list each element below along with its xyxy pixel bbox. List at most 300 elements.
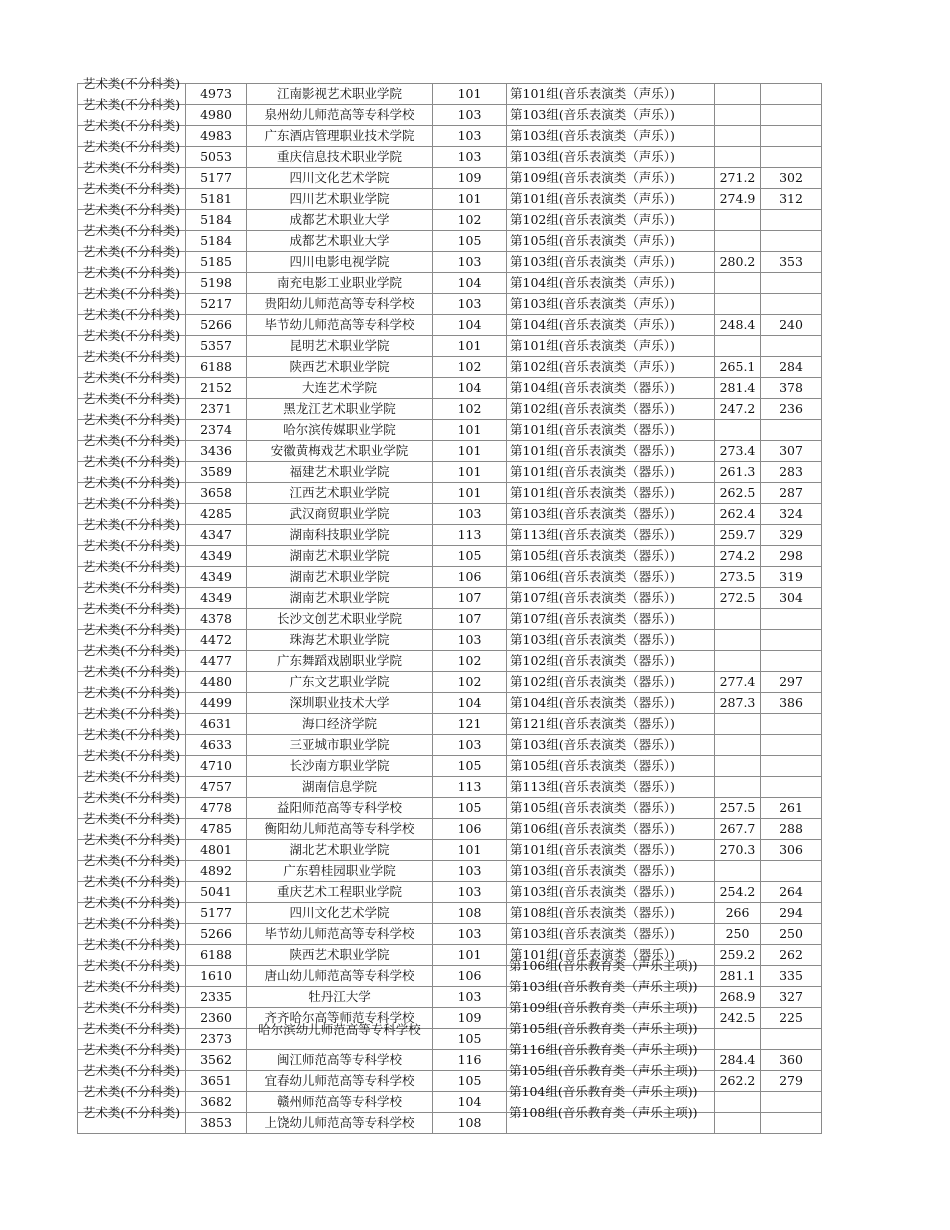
min-score-cell: 273.4 [715, 441, 761, 462]
min-rank-cell: 324 [761, 504, 822, 525]
min-rank-cell: 298 [761, 546, 822, 567]
min-score-cell: 273.5 [715, 567, 761, 588]
category-cell-text: 艺术类(不分科类) [82, 97, 181, 112]
group-name-cell: 第102组(音乐表演类（声乐）) [507, 357, 715, 378]
school-code-cell: 4801 [186, 840, 247, 861]
group-code-cell: 105 [433, 546, 507, 567]
table-row [78, 882, 822, 903]
category-cell-text: 艺术类(不分科类) [82, 916, 181, 931]
school-name-cell: 广东碧桂园职业学院 [247, 861, 433, 882]
group-code-cell: 103 [433, 861, 507, 882]
school-name-cell: 牡丹江大学 [247, 987, 433, 1008]
school-name-cell: 海口经济学院 [247, 714, 433, 735]
group-code-cell: 104 [433, 693, 507, 714]
group-code-cell: 102 [433, 672, 507, 693]
school-name-cell: 江西艺术职业学院 [247, 483, 433, 504]
min-rank-cell [761, 420, 822, 441]
table-row [78, 441, 822, 462]
category-cell-text: 艺术类(不分科类) [82, 601, 181, 616]
category-cell-text: 艺术类(不分科类) [82, 895, 181, 910]
category-cell-text: 艺术类(不分科类) [82, 328, 181, 343]
min-rank-cell [761, 630, 822, 651]
group-code-cell: 103 [433, 735, 507, 756]
min-rank-cell: 279 [761, 1071, 822, 1092]
school-code-cell: 5177 [186, 168, 247, 189]
group-code-cell: 101 [433, 840, 507, 861]
school-name-cell: 广东文艺职业学院 [247, 672, 433, 693]
school-name-cell [247, 1022, 433, 1050]
min-rank-cell: 283 [761, 462, 822, 483]
min-rank-cell: 378 [761, 378, 822, 399]
min-rank-cell: 307 [761, 441, 822, 462]
table-row [78, 420, 822, 441]
group-code-cell: 102 [433, 651, 507, 672]
min-score-cell [715, 651, 761, 672]
school-name-cell: 福建艺术职业学院 [247, 462, 433, 483]
min-rank-cell: 262 [761, 945, 822, 966]
min-rank-cell [761, 294, 822, 315]
school-code-cell: 4757 [186, 777, 247, 798]
min-rank-cell: 304 [761, 588, 822, 609]
group-name-cell: 第101组(音乐表演类（声乐）) [507, 84, 715, 105]
group-name-cell-text: 第105组(音乐教育类（声乐主项)) [509, 1063, 698, 1078]
category-cell-text: 艺术类(不分科类) [82, 391, 181, 406]
table-row [78, 357, 822, 378]
group-name-cell: 第101组(音乐表演类（器乐）) [507, 441, 715, 462]
min-score-cell: 250 [715, 924, 761, 945]
category-cell-text: 艺术类(不分科类) [82, 580, 181, 595]
min-rank-cell: 327 [761, 987, 822, 1008]
group-code-cell: 109 [433, 1008, 507, 1029]
table-row [78, 630, 822, 651]
group-name-cell: 第101组(音乐表演类（声乐）) [507, 336, 715, 357]
table-row [78, 126, 822, 147]
school-code-cell: 4347 [186, 525, 247, 546]
min-score-cell: 270.3 [715, 840, 761, 861]
school-name-cell: 闽江师范高等专科学校 [247, 1050, 433, 1071]
school-code-cell: 4778 [186, 798, 247, 819]
school-name-cell: 泉州幼儿师范高等专科学校 [247, 105, 433, 126]
min-rank-cell: 288 [761, 819, 822, 840]
category-cell-text: 艺术类(不分科类) [82, 118, 181, 133]
group-code-cell: 106 [433, 966, 507, 987]
group-name-cell: 第101组(音乐表演类（器乐）) [507, 840, 715, 861]
min-rank-cell: 261 [761, 798, 822, 819]
min-score-cell: 287.3 [715, 693, 761, 714]
school-name-cell: 南充电影工业职业学院 [247, 273, 433, 294]
min-score-cell [715, 1029, 761, 1050]
school-code-cell: 4349 [186, 567, 247, 588]
school-code-cell: 2371 [186, 399, 247, 420]
group-name-cell: 第107组(音乐表演类（器乐）) [507, 588, 715, 609]
table-row [78, 1113, 822, 1134]
school-code-cell: 2373 [186, 1029, 247, 1050]
category-cell-text: 艺术类(不分科类) [82, 76, 181, 91]
group-name-cell: 第113组(音乐表演类（器乐）) [507, 525, 715, 546]
min-score-cell [715, 147, 761, 168]
min-score-cell: 274.2 [715, 546, 761, 567]
group-name-cell: 第101组(音乐表演类（器乐）) [507, 462, 715, 483]
table-row [78, 924, 822, 945]
group-name-cell: 第102组(音乐表演类（声乐）) [507, 210, 715, 231]
category-cell-text: 艺术类(不分科类) [82, 1063, 181, 1078]
min-score-cell [715, 861, 761, 882]
min-rank-cell: 360 [761, 1050, 822, 1071]
min-score-cell: 281.1 [715, 966, 761, 987]
min-score-cell [715, 1113, 761, 1134]
category-cell-text: 艺术类(不分科类) [82, 811, 181, 826]
category-cell-text: 艺术类(不分科类) [82, 265, 181, 280]
group-code-cell: 101 [433, 420, 507, 441]
min-score-cell: 242.5 [715, 1008, 761, 1029]
group-name-cell: 第103组(音乐表演类（器乐）) [507, 504, 715, 525]
group-name-cell-text: 第106组(音乐教育类（声乐主项)) [509, 958, 698, 973]
school-name-cell: 毕节幼儿师范高等专科学校 [247, 315, 433, 336]
min-rank-cell: 225 [761, 1008, 822, 1029]
school-code-cell: 4477 [186, 651, 247, 672]
group-name-cell: 第103组(音乐表演类（声乐）) [507, 294, 715, 315]
school-code-cell: 4973 [186, 84, 247, 105]
school-code-cell: 2374 [186, 420, 247, 441]
table-row [78, 798, 822, 819]
group-code-cell: 103 [433, 294, 507, 315]
min-rank-cell: 306 [761, 840, 822, 861]
group-name-cell: 第103组(音乐表演类（器乐）) [507, 735, 715, 756]
min-score-cell: 259.2 [715, 945, 761, 966]
group-name-cell [507, 1105, 715, 1134]
table-row [78, 273, 822, 294]
school-name-cell: 武汉商贸职业学院 [247, 504, 433, 525]
school-code-cell: 4633 [186, 735, 247, 756]
group-name-cell-text: 第109组(音乐教育类（声乐主项)) [509, 1000, 698, 1015]
group-code-cell: 103 [433, 126, 507, 147]
min-rank-cell: 284 [761, 357, 822, 378]
group-code-cell: 102 [433, 399, 507, 420]
category-cell-text: 艺术类(不分科类) [82, 1105, 181, 1120]
category-cell-text: 艺术类(不分科类) [82, 622, 181, 637]
table-row [78, 693, 822, 714]
group-code-cell: 102 [433, 210, 507, 231]
min-rank-cell [761, 273, 822, 294]
category-cell-text: 艺术类(不分科类) [82, 559, 181, 574]
school-name-cell: 成都艺术职业大学 [247, 210, 433, 231]
group-name-cell-text: 第108组(音乐教育类（声乐主项)) [509, 1105, 698, 1120]
school-code-cell: 4285 [186, 504, 247, 525]
group-name-cell: 第105组(音乐表演类（器乐）) [507, 798, 715, 819]
min-rank-cell: 294 [761, 903, 822, 924]
school-code-cell: 5041 [186, 882, 247, 903]
min-rank-cell: 353 [761, 252, 822, 273]
table-row [78, 756, 822, 777]
category-cell-text: 艺术类(不分科类) [82, 727, 181, 742]
group-code-cell: 101 [433, 336, 507, 357]
group-name-cell: 第102组(音乐表演类（器乐）) [507, 672, 715, 693]
min-score-cell [715, 735, 761, 756]
school-code-cell: 5184 [186, 210, 247, 231]
min-rank-cell: 302 [761, 168, 822, 189]
category-cell-text: 艺术类(不分科类) [82, 1084, 181, 1099]
min-score-cell: 262.2 [715, 1071, 761, 1092]
min-rank-cell [761, 231, 822, 252]
school-code-cell: 4710 [186, 756, 247, 777]
group-name-cell: 第103组(音乐表演类（声乐）) [507, 147, 715, 168]
group-name-cell-text: 第103组(音乐教育类（声乐主项)) [509, 979, 698, 994]
group-name-cell: 第101组(音乐表演类（器乐）) [507, 945, 715, 966]
min-rank-cell [761, 336, 822, 357]
min-score-cell: 274.9 [715, 189, 761, 210]
school-name-cell: 长沙南方职业学院 [247, 756, 433, 777]
min-score-cell [715, 210, 761, 231]
school-name-cell: 四川文化艺术学院 [247, 168, 433, 189]
school-name-cell: 湖南艺术职业学院 [247, 567, 433, 588]
min-rank-cell: 250 [761, 924, 822, 945]
table-row [78, 168, 822, 189]
school-name-cell: 上饶幼儿师范高等专科学校 [247, 1113, 433, 1134]
table-row [78, 399, 822, 420]
category-cell-text: 艺术类(不分科类) [82, 433, 181, 448]
min-rank-cell [761, 126, 822, 147]
min-rank-cell [761, 609, 822, 630]
table-row [78, 84, 822, 105]
category-cell-text: 艺术类(不分科类) [82, 1042, 181, 1057]
table-row [78, 819, 822, 840]
min-score-cell: 262.4 [715, 504, 761, 525]
group-name-cell: 第113组(音乐表演类（器乐）) [507, 777, 715, 798]
category-cell-text: 艺术类(不分科类) [82, 370, 181, 385]
category-cell-text: 艺术类(不分科类) [82, 454, 181, 469]
min-score-cell: 272.5 [715, 588, 761, 609]
school-code-cell: 6188 [186, 357, 247, 378]
school-code-cell: 2335 [186, 987, 247, 1008]
school-name-cell: 宜春幼儿师范高等专科学校 [247, 1071, 433, 1092]
group-name-cell: 第101组(音乐表演类（器乐）) [507, 420, 715, 441]
group-code-cell: 103 [433, 252, 507, 273]
category-cell-text: 艺术类(不分科类) [82, 517, 181, 532]
group-name-cell: 第105组(音乐表演类（器乐）) [507, 756, 715, 777]
table-row [78, 189, 822, 210]
category-cell-text: 艺术类(不分科类) [82, 706, 181, 721]
min-score-cell [715, 756, 761, 777]
school-name-cell: 四川电影电视学院 [247, 252, 433, 273]
group-name-cell: 第108组(音乐表演类（器乐）) [507, 903, 715, 924]
school-name-cell: 唐山幼儿师范高等专科学校 [247, 966, 433, 987]
group-name-cell: 第102组(音乐表演类（器乐）) [507, 399, 715, 420]
group-name-cell: 第109组(音乐表演类（声乐）) [507, 168, 715, 189]
school-name-cell: 昆明艺术职业学院 [247, 336, 433, 357]
table-row [78, 315, 822, 336]
group-code-cell: 104 [433, 315, 507, 336]
group-code-cell: 105 [433, 756, 507, 777]
min-score-cell [715, 273, 761, 294]
group-name-cell: 第104组(音乐表演类（声乐）) [507, 315, 715, 336]
category-cell-text: 艺术类(不分科类) [82, 1000, 181, 1015]
min-score-cell: 267.7 [715, 819, 761, 840]
table-row [78, 483, 822, 504]
table-row [78, 546, 822, 567]
category-cell-text: 艺术类(不分科类) [82, 937, 181, 952]
min-rank-cell: 386 [761, 693, 822, 714]
min-score-cell: 268.9 [715, 987, 761, 1008]
category-cell-text: 艺术类(不分科类) [82, 664, 181, 679]
category-cell-text: 艺术类(不分科类) [82, 979, 181, 994]
min-rank-cell [761, 210, 822, 231]
category-cell-text: 艺术类(不分科类) [82, 832, 181, 847]
category-cell-text: 艺术类(不分科类) [82, 1021, 181, 1036]
group-name-cell: 第105组(音乐表演类（器乐）) [507, 546, 715, 567]
group-name-cell: 第103组(音乐表演类（器乐）) [507, 924, 715, 945]
min-rank-cell [761, 651, 822, 672]
group-name-cell: 第101组(音乐表演类（声乐）) [507, 189, 715, 210]
group-name-cell: 第101组(音乐表演类（器乐）) [507, 483, 715, 504]
school-name-cell: 陕西艺术职业学院 [247, 945, 433, 966]
school-name-cell: 长沙文创艺术职业学院 [247, 609, 433, 630]
group-code-cell: 109 [433, 168, 507, 189]
group-code-cell: 104 [433, 378, 507, 399]
group-code-cell: 103 [433, 630, 507, 651]
school-name-cell: 赣州师范高等专科学校 [247, 1092, 433, 1113]
min-score-cell: 261.3 [715, 462, 761, 483]
school-name-cell: 珠海艺术职业学院 [247, 630, 433, 651]
school-code-cell: 4349 [186, 588, 247, 609]
min-rank-cell: 335 [761, 966, 822, 987]
school-code-cell: 4349 [186, 546, 247, 567]
min-rank-cell [761, 147, 822, 168]
school-code-cell: 5266 [186, 315, 247, 336]
school-code-cell: 3658 [186, 483, 247, 504]
school-code-cell: 2360 [186, 1008, 247, 1029]
school-name-cell: 陕西艺术职业学院 [247, 357, 433, 378]
group-code-cell: 106 [433, 567, 507, 588]
group-code-cell: 108 [433, 903, 507, 924]
group-name-cell: 第121组(音乐表演类（器乐）) [507, 714, 715, 735]
school-name-cell: 三亚城市职业学院 [247, 735, 433, 756]
table-row [78, 651, 822, 672]
table-row [78, 336, 822, 357]
group-code-cell: 113 [433, 525, 507, 546]
min-score-cell: 259.7 [715, 525, 761, 546]
school-name-cell: 齐齐哈尔高等师范专科学校 [247, 1008, 433, 1029]
min-rank-cell [761, 1029, 822, 1050]
min-rank-cell: 297 [761, 672, 822, 693]
group-code-cell: 105 [433, 231, 507, 252]
group-code-cell: 103 [433, 504, 507, 525]
min-score-cell [715, 105, 761, 126]
min-rank-cell [761, 861, 822, 882]
group-code-cell: 101 [433, 84, 507, 105]
school-code-cell: 4472 [186, 630, 247, 651]
group-name-cell-text: 第104组(音乐教育类（声乐主项)) [509, 1084, 698, 1099]
group-code-cell: 106 [433, 819, 507, 840]
min-score-cell [715, 126, 761, 147]
school-code-cell: 1610 [186, 966, 247, 987]
school-code-cell: 5181 [186, 189, 247, 210]
group-name-cell: 第103组(音乐表演类（器乐）) [507, 861, 715, 882]
min-score-cell [715, 294, 761, 315]
table-row [78, 588, 822, 609]
table-row [78, 252, 822, 273]
school-code-cell: 3853 [186, 1113, 247, 1134]
category-cell-text: 艺术类(不分科类) [82, 853, 181, 868]
group-name-cell: 第106组(音乐表演类（器乐）) [507, 819, 715, 840]
category-cell-text: 艺术类(不分科类) [82, 307, 181, 322]
min-score-cell: 262.5 [715, 483, 761, 504]
school-code-cell: 3651 [186, 1071, 247, 1092]
min-rank-cell: 236 [761, 399, 822, 420]
group-code-cell: 101 [433, 483, 507, 504]
min-score-cell [715, 336, 761, 357]
table-row [78, 672, 822, 693]
min-score-cell: 277.4 [715, 672, 761, 693]
table-row [78, 861, 822, 882]
table-row [78, 378, 822, 399]
min-score-cell: 265.1 [715, 357, 761, 378]
school-name-cell: 大连艺术学院 [247, 378, 433, 399]
school-name-cell: 安徽黄梅戏艺术职业学院 [247, 441, 433, 462]
min-rank-cell [761, 777, 822, 798]
group-name-cell: 第106组(音乐表演类（器乐）) [507, 567, 715, 588]
school-name-cell: 重庆艺术工程职业学院 [247, 882, 433, 903]
table-row [78, 105, 822, 126]
admission-table [77, 76, 822, 1134]
school-code-cell: 3436 [186, 441, 247, 462]
min-score-cell: 257.5 [715, 798, 761, 819]
group-name-cell: 第102组(音乐表演类（器乐）) [507, 651, 715, 672]
school-code-cell: 5217 [186, 294, 247, 315]
min-score-cell: 247.2 [715, 399, 761, 420]
group-code-cell: 103 [433, 882, 507, 903]
table-row [78, 210, 822, 231]
school-code-cell: 5184 [186, 231, 247, 252]
school-name-cell: 湖北艺术职业学院 [247, 840, 433, 861]
school-code-cell: 4631 [186, 714, 247, 735]
school-code-cell: 4892 [186, 861, 247, 882]
school-code-cell: 2152 [186, 378, 247, 399]
school-name-cell: 四川文化艺术学院 [247, 903, 433, 924]
min-rank-cell [761, 1092, 822, 1113]
school-name-cell: 衡阳幼儿师范高等专科学校 [247, 819, 433, 840]
min-rank-cell: 312 [761, 189, 822, 210]
category-cell-text: 艺术类(不分科类) [82, 160, 181, 175]
min-score-cell [715, 420, 761, 441]
min-score-cell: 254.2 [715, 882, 761, 903]
school-name-cell: 广东舞蹈戏剧职业学院 [247, 651, 433, 672]
school-code-cell: 5357 [186, 336, 247, 357]
group-code-cell: 101 [433, 441, 507, 462]
min-score-cell: 271.2 [715, 168, 761, 189]
group-code-cell: 103 [433, 147, 507, 168]
group-name-cell: 第103组(音乐表演类（声乐）) [507, 252, 715, 273]
school-name-cell: 湖南艺术职业学院 [247, 546, 433, 567]
group-code-cell: 103 [433, 924, 507, 945]
min-score-cell: 248.4 [715, 315, 761, 336]
category-cell-text: 艺术类(不分科类) [82, 223, 181, 238]
category-cell-text: 艺术类(不分科类) [82, 475, 181, 490]
school-name-cell: 成都艺术职业大学 [247, 231, 433, 252]
group-name-cell: 第103组(音乐表演类（声乐）) [507, 126, 715, 147]
group-code-cell: 104 [433, 1092, 507, 1113]
school-code-cell: 4480 [186, 672, 247, 693]
school-name-cell-text: 哈尔滨幼儿师范高等专科学校 [258, 1022, 421, 1037]
group-name-cell: 第107组(音乐表演类（器乐）) [507, 609, 715, 630]
school-code-cell: 3682 [186, 1092, 247, 1113]
school-code-cell: 4499 [186, 693, 247, 714]
school-name-cell: 哈尔滨传媒职业学院 [247, 420, 433, 441]
group-name-cell: 第103组(音乐表演类（声乐）) [507, 105, 715, 126]
school-code-cell: 3589 [186, 462, 247, 483]
group-code-cell: 104 [433, 273, 507, 294]
school-name-cell: 黑龙江艺术职业学院 [247, 399, 433, 420]
school-code-cell: 6188 [186, 945, 247, 966]
